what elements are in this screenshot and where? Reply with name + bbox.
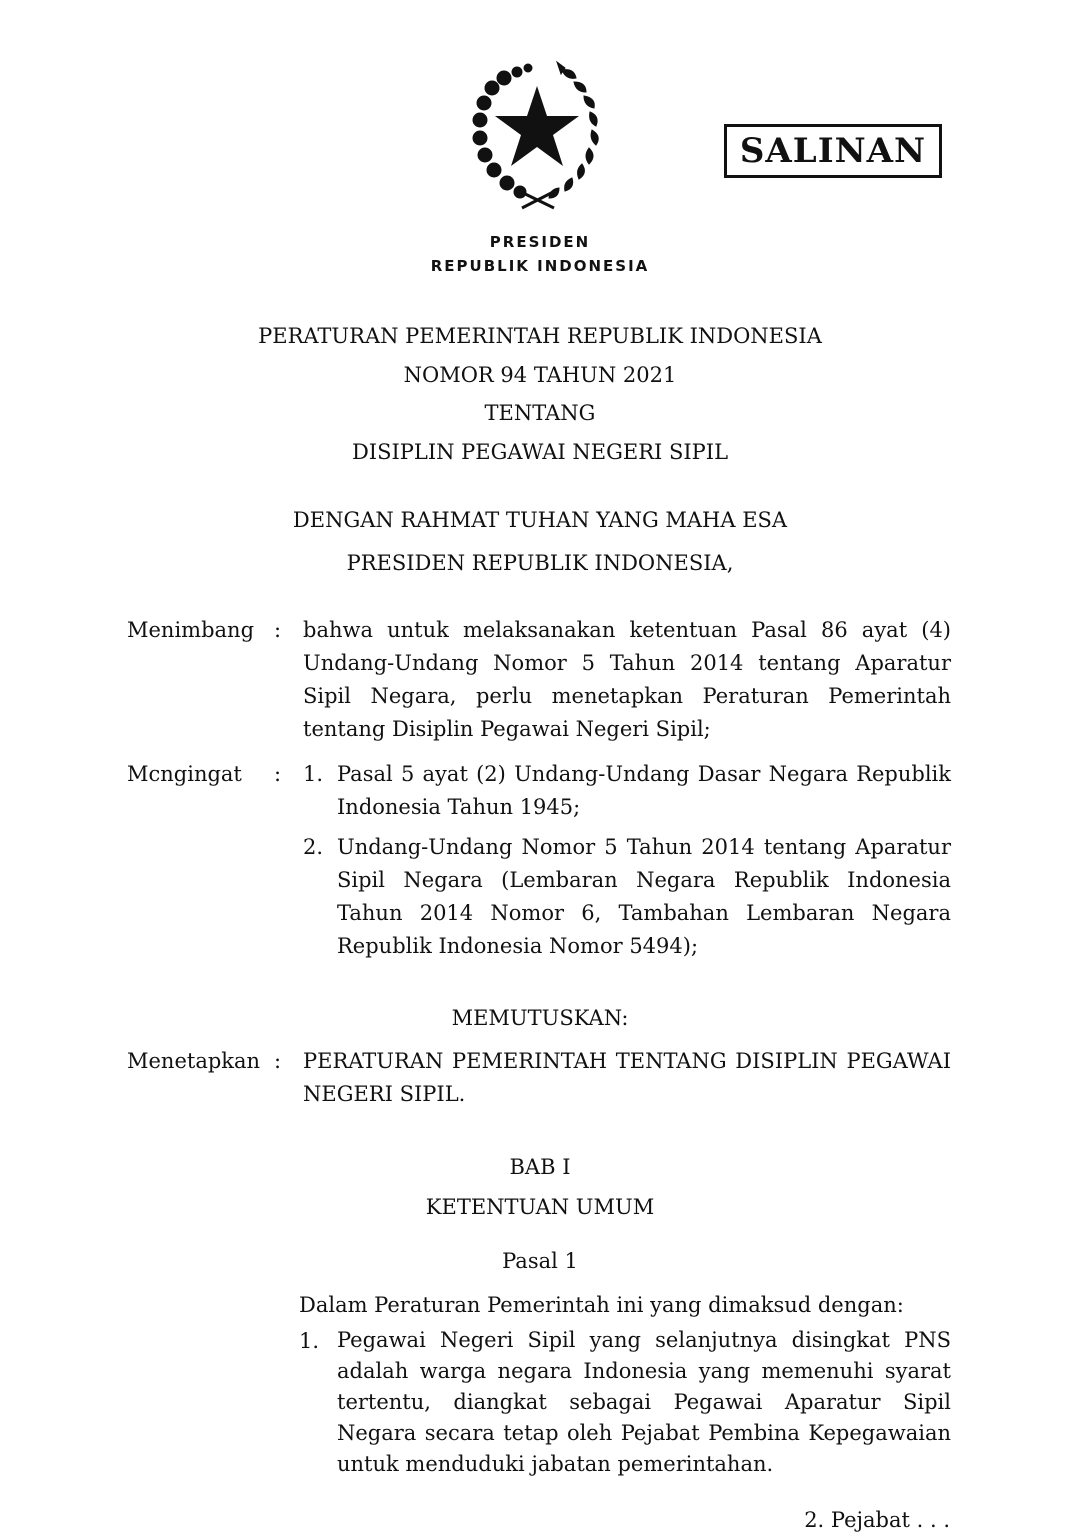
pasal-title: Pasal 1: [502, 1249, 578, 1273]
menetapkan-colon: :: [274, 1049, 282, 1073]
mengingat-item-1-number: 1.: [303, 762, 324, 786]
pasal-item-1-number: 1.: [299, 1329, 320, 1353]
mengingat-item-1-text: Pasal 5 ayat (2) Undang-Undang Dasar Negara Republik Indonesia Tahun 1945;: [337, 762, 951, 819]
preamble-line2: PRESIDEN REPUBLIK INDONESIA,: [346, 551, 734, 575]
regulation-title: PERATURAN PEMERINTAH REPUBLIK INDONESIA: [258, 324, 822, 348]
mengingat-label: Mcngingat: [127, 762, 242, 786]
page-continuation: 2. Pejabat . . .: [804, 1508, 950, 1532]
emblem-star-wreath-icon: [462, 58, 612, 210]
menetapkan-text: PERATURAN PEMERINTAH TENTANG DISIPLIN PEGAWAI NEGERI SIPIL.: [303, 1049, 951, 1106]
president-header-line2: REPUBLIK INDONESIA: [430, 257, 650, 275]
menetapkan-label: Menetapkan: [127, 1049, 261, 1073]
mengingat-item-2-text: Undang-Undang Nomor 5 Tahun 2014 tentang Aparatur Sipil Negara (Lembaran Negara Republik Indonesia Tahun 2014 Nomor 6, Tambahan Lembaran Negara Republik Indonesia Nomor 5494);: [337, 835, 951, 958]
bab-title: KETENTUAN UMUM: [425, 1195, 655, 1219]
menimbang-label: Menimbang: [127, 618, 255, 642]
regulation-subject: DISIPLIN PEGAWAI NEGERI SIPIL: [351, 440, 729, 464]
bab-number: BAB I: [509, 1155, 571, 1179]
regulation-number: NOMOR 94 TAHUN 2021: [403, 363, 677, 387]
mengingat-colon: :: [274, 762, 282, 786]
memutuskan-heading: MEMUTUSKAN:: [451, 1006, 629, 1030]
menimbang-colon: :: [274, 618, 282, 642]
president-header-line1: PRESIDEN: [489, 233, 591, 251]
pasal-intro: Dalam Peraturan Pemerintah ini yang dimaksud dengan:: [299, 1293, 904, 1317]
mengingat-item-2-number: 2.: [303, 835, 324, 859]
regulation-about: TENTANG: [484, 401, 596, 425]
preamble-line1: DENGAN RAHMAT TUHAN YANG MAHA ESA: [292, 508, 788, 532]
salinan-stamp: SALINAN: [724, 124, 942, 178]
pasal-item-1-text: Pegawai Negeri Sipil yang selanjutnya disingkat PNS adalah warga negara Indonesia yang memenuhi syarat tertentu, diangkat sebagai Pegawai Aparatur Sipil Negara secara tetap oleh Pejabat Pembina Kepegawaian untuk menduduki jabatan pemerintahan.: [337, 1328, 951, 1476]
menimbang-text: bahwa untuk melaksanakan ketentuan Pasal 86 ayat (4) Undang-Undang Nomor 5 Tahun 2014 tentang Aparatur Sipil Negara, perlu menetapkan Peraturan Pemerintah tentang Disiplin Pegawai Negeri Sipil;: [303, 618, 951, 741]
